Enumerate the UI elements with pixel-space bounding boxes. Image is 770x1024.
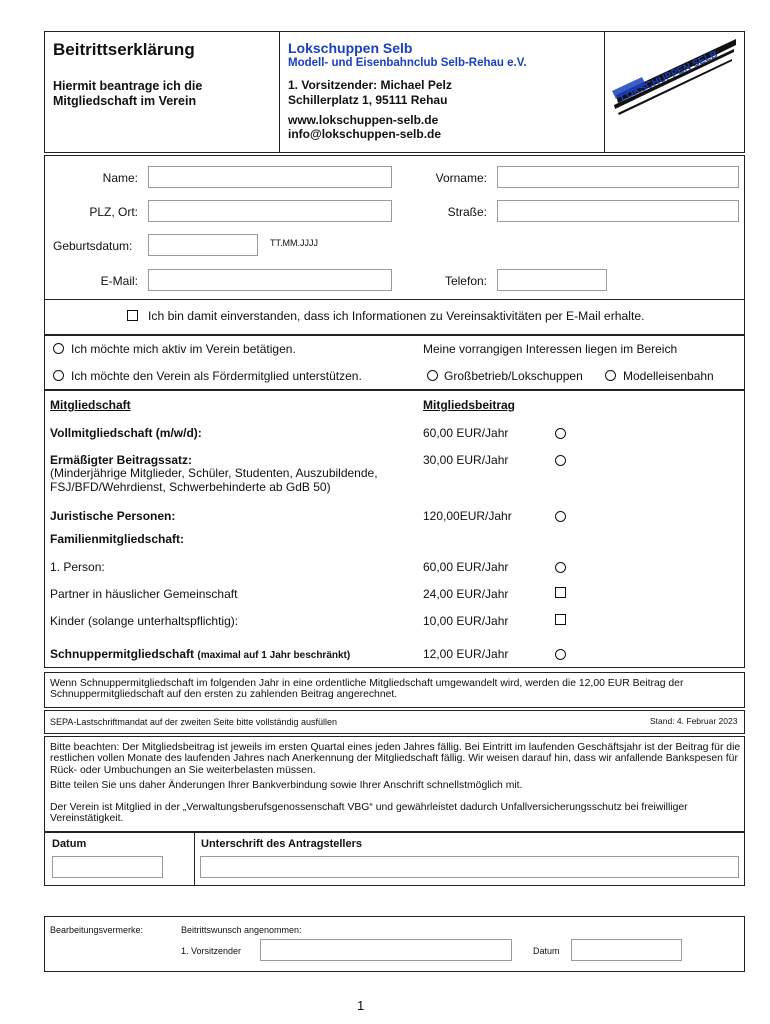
plz-input[interactable] [148,200,392,222]
kinder-fee: 10,00 EUR/Jahr [423,614,509,628]
header-divider-2 [604,31,605,153]
name-label: Name: [102,171,138,185]
logo-text: LOKSCHUPPEN SELB [618,48,720,104]
sepa-text: SEPA-Lastschriftmandat auf der zweiten Seite bitte vollständig ausfüllen [50,717,337,727]
page-number: 1 [357,998,365,1013]
info-paragraph-3: Der Verein ist Mitglied in der „Verwaltungsberufsgenossenschaft VBG“ und gewährleistet dadurch Unfallversicherungsschutz bei freiwilliger Vereinstätigkeit. [50,802,688,825]
name-input[interactable] [148,166,392,188]
office-date-label: Datum [533,946,560,956]
consent-divider [44,299,745,300]
schnupper-note: (maximal auf 1 Jahr beschränkt) [197,650,351,661]
plz-label: PLZ, Ort: [89,205,138,219]
signature-divider [194,832,195,886]
person1-radio[interactable] [555,562,566,573]
schnupper-label [50,647,350,661]
fee-header: Mitgliedsbeitrag [423,398,516,412]
jur-radio[interactable] [555,511,566,522]
consent-checkbox[interactable] [127,310,138,321]
jur-label: Juristische Personen: [50,509,176,523]
voll-radio[interactable] [555,428,566,439]
telefon-input[interactable] [497,269,607,291]
office-accepted-label: Beitrittswunsch angenommen: [181,925,302,935]
form-title: Beitrittserklärung [53,40,195,59]
form-subtitle-line2: Mitgliedschaft im Verein [53,94,197,108]
interest-label: Meine vorrangigen Interessen liegen im Bereich [423,342,678,356]
consent-text: Ich bin damit einverstanden, dass ich Informationen zu Vereinsaktivitäten per E-Mail erhalte. [148,309,645,323]
club-website: www.lokschuppen-selb.de [288,113,439,127]
erm-desc-2: FSJ/BFD/Wehrdienst, Schwerbehinderte ab GdB 50) [50,480,331,494]
office-chair-input[interactable] [260,939,512,961]
schnupper-fee: 12,00 EUR/Jahr [423,647,509,661]
office-vermerke-label: Bearbeitungsvermerke: [50,925,144,935]
strasse-input[interactable] [497,200,739,222]
erm-fee: 30,00 EUR/Jahr [423,453,509,467]
club-chair: 1. Vorsitzender: Michael Pelz [288,78,452,92]
email-input[interactable] [148,269,392,291]
strasse-label: Straße: [447,205,487,219]
person1-fee: 60,00 EUR/Jahr [423,560,509,574]
membership-header: Mitgliedschaft [50,398,131,412]
schnupper-radio[interactable] [555,649,566,660]
supporting-member-label: Ich möchte den Verein als Fördermitglied unterstützen. [71,369,362,383]
date-format-hint: TT.MM.JJJJ [270,238,318,248]
partner-label: Partner in häuslicher Gemeinschaft [50,587,238,601]
stand-text: Stand: 4. Februar 2023 [650,716,738,726]
info-paragraph-2: Bitte teilen Sie uns daher Änderungen Ihrer Bankverbindung sowie Ihrer Anschrift schnellstmöglich mit. [50,780,523,791]
signature-date-input[interactable] [52,856,163,878]
interest-modelleisenbahn-label: Modelleisenbahn [623,369,714,383]
partner-fee: 24,00 EUR/Jahr [423,587,509,601]
signature-date-label: Datum [52,838,87,850]
club-email: info@lokschuppen-selb.de [288,127,442,141]
signature-input[interactable] [200,856,739,878]
email-label: E-Mail: [100,274,138,288]
info-paragraph-1: Bitte beachten: Der Mitgliedsbeitrag ist jeweils im ersten Quartal eines jeden Jahres fällig. Bei Eintritt im laufenden Geschäftsjahr ist der Beitrag für die restlichen vollen Monate des laufenden Jahres nach Anerkennung der Mitgliedschaft fällig. Wir weisen darauf hin, dass wir anfallende Bankspesen für Rück- oder Umbuchungen an Sie weiterbelasten müssen. [50,742,741,776]
geburtsdatum-label: Geburtsdatum: [53,239,133,253]
telefon-label: Telefon: [444,274,487,288]
interest-grossbetrieb-radio[interactable] [427,370,438,381]
club-name: Lokschuppen Selb [288,40,413,56]
club-description: Modell- und Eisenbahnclub Selb-Rehau e.V. [288,57,527,69]
partner-checkbox[interactable] [555,587,566,598]
person1-label: 1. Person: [50,560,105,574]
office-date-input[interactable] [571,939,682,961]
club-address: Schillerplatz 1, 95111 Rehau [288,93,448,107]
interest-grossbetrieb-label: Großbetrieb/Lokschuppen [444,369,583,383]
schnupper-info-text: Wenn Schnuppermitgliedschaft im folgenden Jahr in eine ordentliche Mitgliedschaft umgewandelt wird, werden die 12,00 EUR Beitrag der Schnuppermitgliedschaft auf den ersten zu zahlenden Beitrag angerechnet. [50,678,684,701]
jur-fee: 120,00EUR/Jahr [423,509,512,523]
family-label: Familienmitgliedschaft: [50,532,185,546]
club-logo [608,33,742,117]
active-member-radio[interactable] [53,343,64,354]
form-subtitle-line1: Hiermit beantrage ich die [53,79,203,93]
kinder-label: Kinder (solange unterhaltspflichtig): [50,614,239,628]
office-chair-label: 1. Vorsitzender [181,946,242,956]
interest-modelleisenbahn-radio[interactable] [605,370,616,381]
supporting-member-radio[interactable] [53,370,64,381]
vorname-label: Vorname: [435,171,487,185]
erm-label: Ermäßigter Beitragssatz: [50,453,193,467]
vorname-input[interactable] [497,166,739,188]
schnupper-title: Schnuppermitgliedschaft [50,647,195,661]
erm-desc-1: (Minderjährige Mitglieder, Schüler, Studenten, Auszubildende, [50,466,378,480]
header-divider-1 [279,31,280,153]
active-member-label: Ich möchte mich aktiv im Verein betätigen. [71,342,296,356]
erm-radio[interactable] [555,455,566,466]
voll-fee: 60,00 EUR/Jahr [423,426,509,440]
kinder-checkbox[interactable] [555,614,566,625]
geburtsdatum-input[interactable] [148,234,258,256]
signature-label: Unterschrift des Antragstellers [201,838,362,850]
voll-label: Vollmitgliedschaft (m/w/d): [50,426,202,440]
